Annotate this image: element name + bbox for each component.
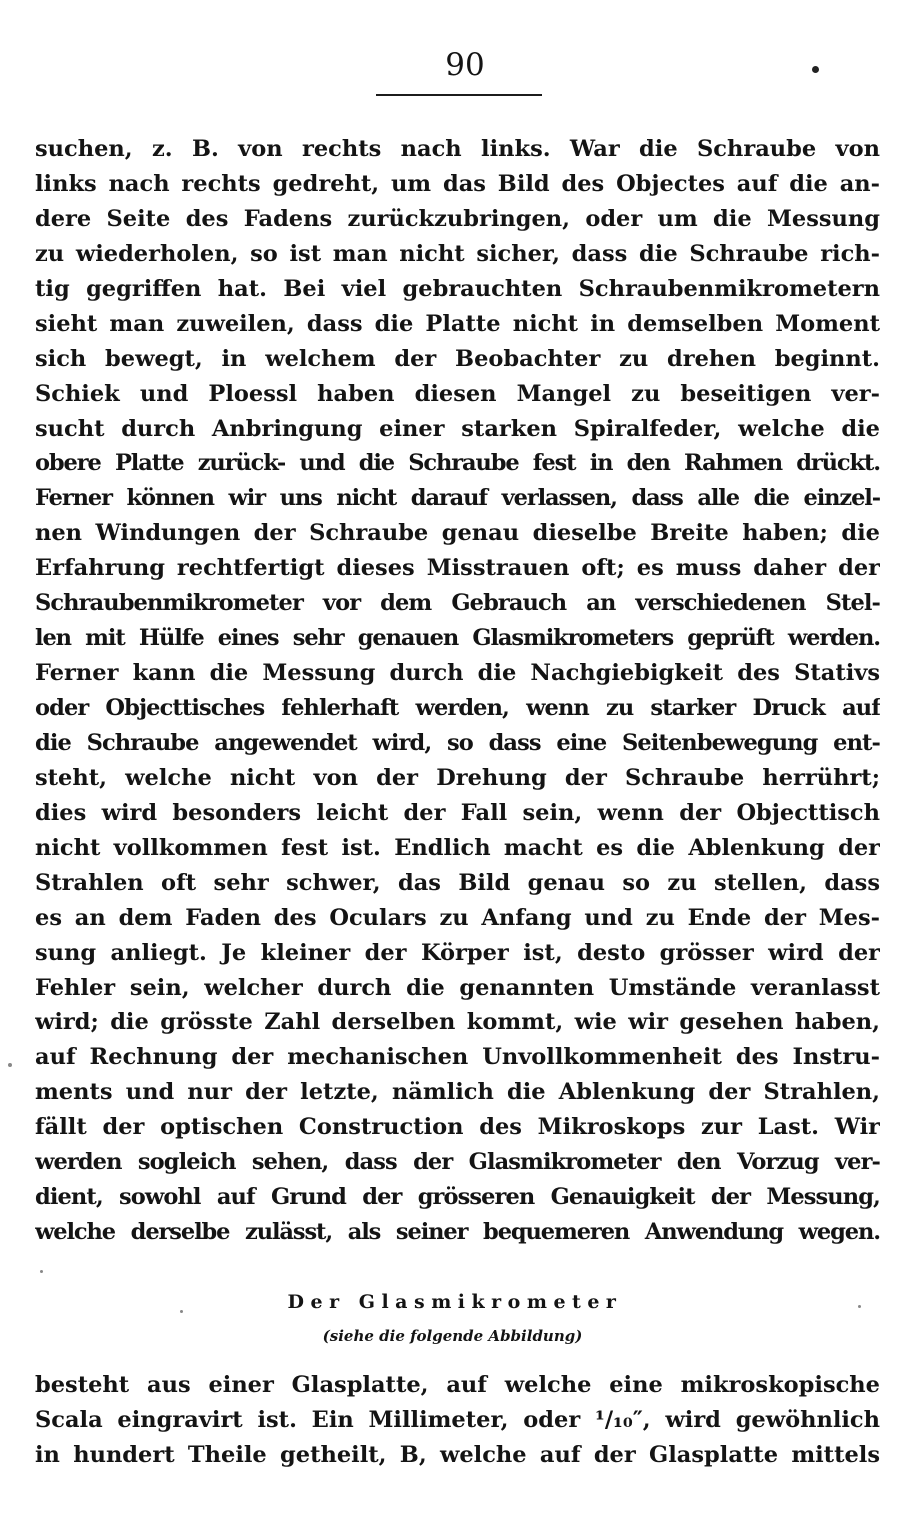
page-number: 90 xyxy=(445,47,485,83)
scan-speck xyxy=(40,1270,43,1273)
text-line: suchen, z. B. von rechts nach links. War die Schraube von xyxy=(35,136,880,162)
text-line: sucht durch Anbringung einer starken Spiralfeder, welche die xyxy=(35,415,880,442)
text-line: fällt der optischen Construction des Mikroskops zur Last. Wir xyxy=(35,1114,880,1141)
text-line: es an dem Faden des Oculars zu Anfang und zu Ende der Mes- xyxy=(35,904,880,931)
text-line: wird; die grösste Zahl derselben kommt, wie wir gesehen haben, xyxy=(35,1009,880,1036)
text-line: nen Windungen der Schraube genau dieselbe Breite haben; die xyxy=(35,520,880,547)
text-line: steht, welche nicht von der Drehung der Schraube herrührt; xyxy=(35,764,880,791)
body-paragraph-1 xyxy=(35,132,880,1250)
text-line: werden sogleich sehen, dass der Glasmikrometer den Vorzug ver- xyxy=(35,1149,880,1176)
body-paragraph-2 xyxy=(35,1368,880,1473)
text-line: Fehler sein, welcher durch die genannten Umstände veranlasst xyxy=(35,974,880,1001)
header-rule xyxy=(376,94,542,96)
text-line: sieht man zuweilen, dass die Platte nicht in demselben Moment xyxy=(35,310,880,337)
text-line: Schraubenmikrometer vor dem Gebrauch an verschiedenen Stel- xyxy=(35,590,880,617)
text-line: zu wiederholen, so ist man nicht sicher, dass die Schraube rich- xyxy=(35,240,880,267)
text-line: sich bewegt, in welchem der Beobachter zu drehen beginnt. xyxy=(35,345,880,372)
text-line: dere Seite des Fadens zurückzubringen, oder um die Messung xyxy=(35,205,880,232)
text-line: Ferner können wir uns nicht darauf verlassen, dass alle die einzel- xyxy=(35,485,880,512)
text-line: ments und nur der letzte, nämlich die Ablenkung der Strahlen, xyxy=(35,1079,880,1106)
text-line: Strahlen oft sehr schwer, das Bild genau so zu stellen, dass xyxy=(35,869,880,896)
text-line: sung anliegt. Je kleiner der Körper ist, desto grösser wird der xyxy=(35,939,880,966)
text-line: auf Rechnung der mechanischen Unvollkommenheit des Instru- xyxy=(35,1044,880,1071)
text-line: links nach rechts gedreht, um das Bild des Objectes auf die an- xyxy=(35,170,880,197)
text-line: Ferner kann die Messung durch die Nachgiebigkeit des Stativs xyxy=(35,660,880,687)
text-line: dient, sowohl auf Grund der grösseren Genauigkeit der Messung, xyxy=(35,1184,880,1211)
text-line: obere Platte zurück- und die Schraube fest in den Rahmen drückt. xyxy=(35,450,880,477)
text-line: oder Objecttisches fehlerhaft werden, wenn zu starker Druck auf xyxy=(35,695,880,721)
scan-speck xyxy=(8,1063,12,1067)
text-line: besteht aus einer Glasplatte, auf welche eine mikroskopische xyxy=(35,1372,880,1398)
text-line: die Schraube angewendet wird, so dass eine Seitenbewegung ent- xyxy=(35,729,880,756)
scan-speck xyxy=(180,1310,183,1313)
section-heading: Der Glasmikrometer xyxy=(287,1291,623,1313)
scan-speck xyxy=(858,1305,861,1308)
text-line: welche derselbe zulässt, als seiner bequemeren Anwendung wegen. xyxy=(35,1219,880,1246)
text-line: nicht vollkommen fest ist. Endlich macht es die Ablenkung der xyxy=(35,834,880,861)
text-line: Schiek und Ploessl haben diesen Mangel zu beseitigen ver- xyxy=(35,380,880,407)
text-line: Scala eingravirt ist. Ein Millimeter, oder ¹/₁₀″, wird gewöhnlich xyxy=(35,1407,880,1433)
text-line: dies wird besonders leicht der Fall sein, wenn der Objecttisch xyxy=(35,799,880,826)
header-mark xyxy=(812,66,819,73)
text-line: in hundert Theile getheilt, B, welche auf der Glasplatte mittels xyxy=(35,1442,880,1468)
text-line: len mit Hülfe eines sehr genauen Glasmikrometers geprüft werden. xyxy=(35,625,880,652)
text-line: Erfahrung rechtfertigt dieses Misstrauen oft; es muss daher der xyxy=(35,555,880,582)
section-subheading: (siehe die folgende Abbildung) xyxy=(322,1327,583,1345)
text-line: tig gegriffen hat. Bei viel gebrauchten Schraubenmikrometern xyxy=(35,275,880,302)
